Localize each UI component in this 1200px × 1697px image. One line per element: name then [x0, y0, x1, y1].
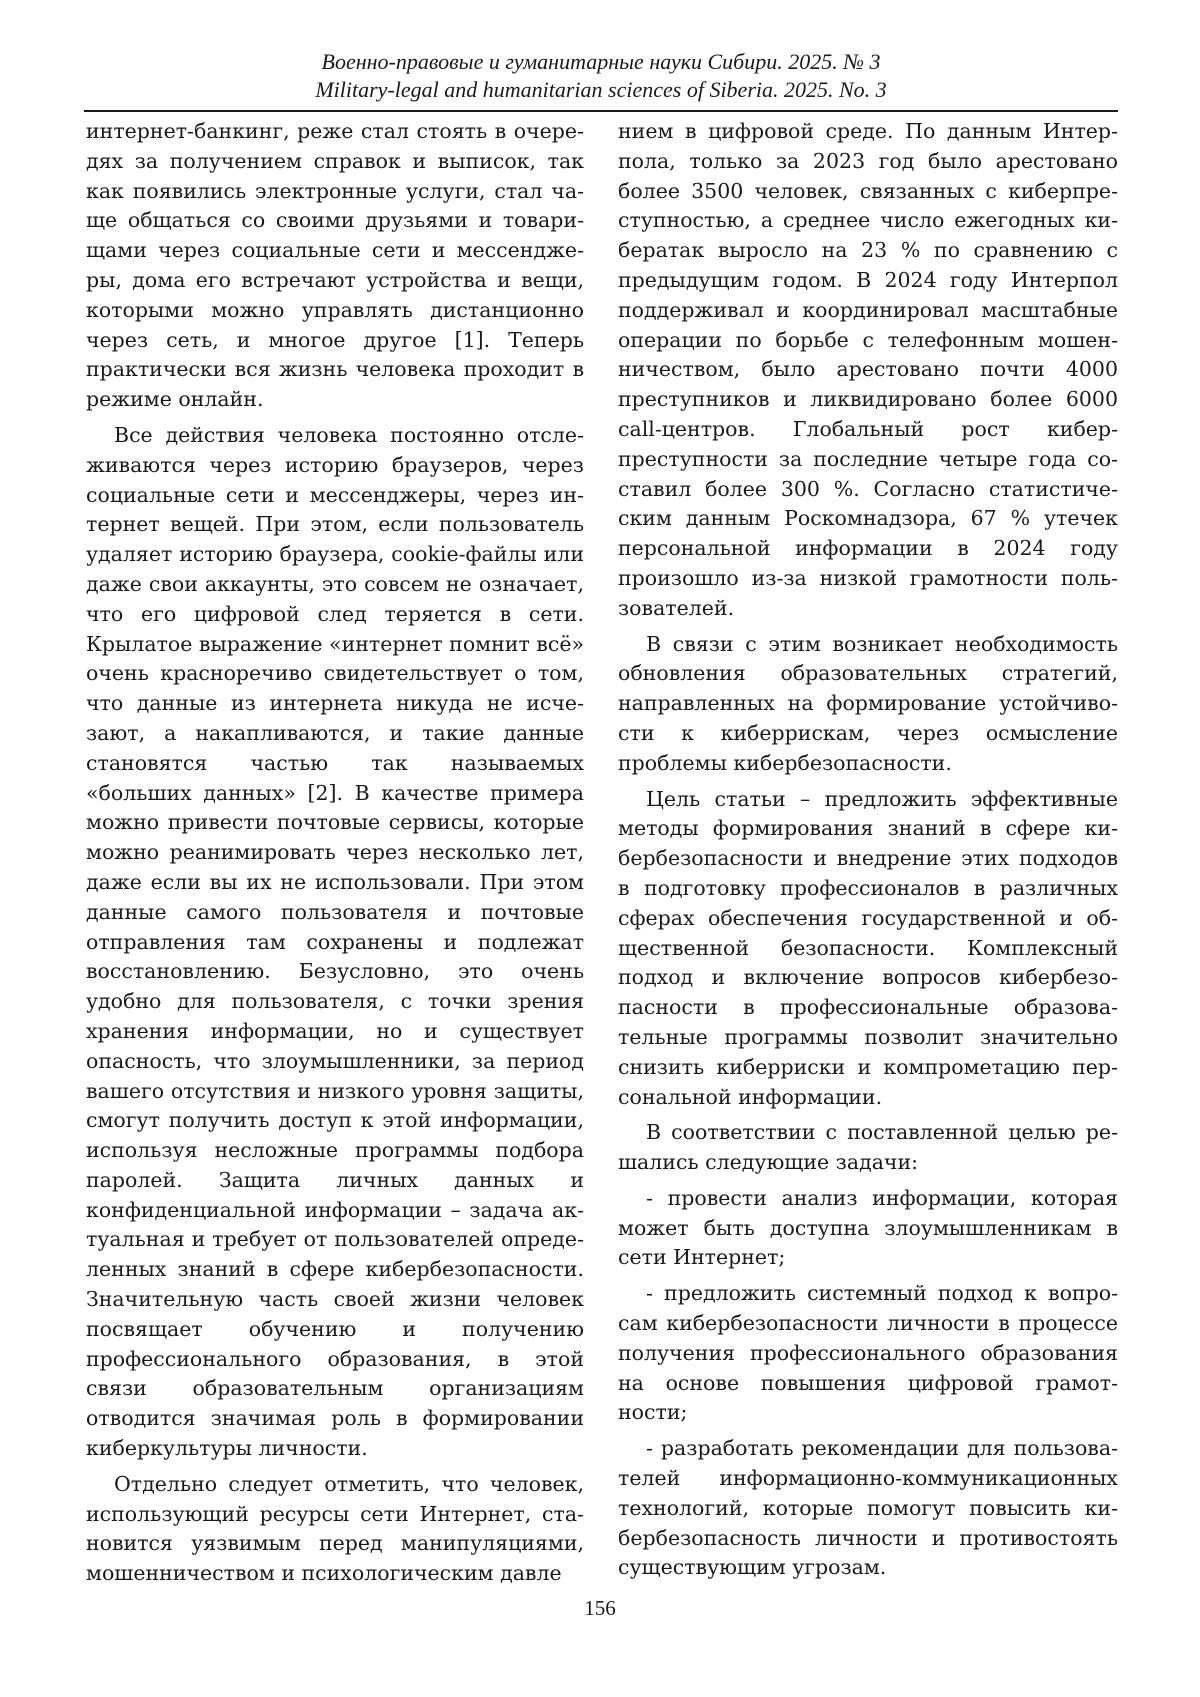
paragraph: Все действия человека постоянно отслеживаются через историю браузеров, через социальные сети и мессенджеры, через интернет вещей. При этом, если пользователь удаляет историю браузера, cookie-файлы или даже свои аккаунты, это совсем не означает, что его цифровой след теряется в сети. Крылатое выражение «интернет помнит всё» очень красноречиво свидетельствует о том, что данные из интернета никуда не исчезают, а накапливаются, и такие данные становятся частью так называемых «больших данных» [2]. В качестве примера можно привести почтовые сервисы, которые можно реанимировать через несколько лет, даже если вы их не использовали. При этом данные самого пользователя и почтовые отправления там сохранены и подлежат восстановлению. Безусловно, это очень удобно для пользователя, с точки зрения хранения информации, но и существует опасность, что злоумышленники, за период вашего отсутствия и низкого уровня защиты, смогут получить доступ к этой информации, используя несложные программы подбора паролей. Защита личных данных и конфиденциальной информации – задача актуальная и требует от пользователей определенных знаний в сфере кибербезопасности. Значительную часть своей жизни человек посвящает обучению и получению профессионального образования, в этой связи образовательным организациям отводится значимая роль в формировании киберкультуры личности. — [86, 422, 584, 1461]
paragraph: Цель статьи – предложить эффективные методы формирования знаний в сфере кибербезопасности и внедрение этих подходов в подготовку профессионалов в различных сферах обеспечения государственной и общественной безопасности. Комплексный подход и включение вопросов кибербезопасности в профессиональные образовательные программы позволит значительно снизить киберриски и компрометацию персональной информации. — [618, 786, 1118, 1109]
list-item: - разработать рекомендации для пользователей информационно-коммуникационных технологий, которые помогут повысить кибербезопасность личности и противостоять существующим угрозам. — [618, 1436, 1118, 1580]
page-number: 156 — [584, 1596, 616, 1620]
list-item: - предложить системный подход к вопросам кибербезопасности личности в процессе получения профессионального образования на основе повышения цифровой грамотности; — [618, 1281, 1118, 1425]
right-column — [618, 117, 1118, 1589]
journal-title-russian: Военно-правовые и гуманитарные науки Сибири. 2025. № 3 — [321, 49, 881, 74]
left-column — [86, 117, 584, 1595]
list-item: - провести анализ информации, которая может быть доступна злоумышленникам в сети Интернет; — [618, 1185, 1118, 1270]
paragraph: нием в цифровой среде. По данным Интерпола, только за 2023 год было арестовано более 3500 человек, связанных с киберпреступностью, а среднее число ежегодных кибератак выросло на 23 % по сравнению с предыдущим годом. В 2024 году Интерпол поддерживал и координировал масштабные операции по борьбе с телефонным мошенничеством, было арестовано почти 4000 преступников и ликвидировано более 6000 call-центров. Глобальный рост киберпреступности за последние четыре года составил более 300 %. Согласно статистическим данным Роскомнадзора, 67 % утечек персональной информации в 2024 году произошло из-за низкой грамотности пользователей. — [618, 119, 1118, 620]
journal-header — [84, 48, 1118, 104]
header-divider — [84, 110, 1118, 112]
paragraph: В связи с этим возникает необходимость обновления образовательных стратегий, направленных на формирование устойчивости к киберрискам, через осмысление проблемы кибербезопасности. — [618, 631, 1118, 775]
paragraph: интернет-банкинг, реже стал стоять в очередях за получением справок и выписок, так как появились электронные услуги, стал чаще общаться со своими друзьями и товарищами через социальные сети и мессенджеры, дома его встречают устройства и вещи, которыми можно управлять дистанционно через сеть, и многое другое [1]. Теперь практически вся жизнь человека проходит в режиме онлайн. — [86, 119, 584, 412]
paragraph: В соответствии с поставленной целью решались следующие задачи: — [618, 1120, 1118, 1175]
paragraph: Отдельно следует отметить, что человек, использующий ресурсы сети Интернет, становится уязвимым перед манипуляциями, мошенничеством и психологическим давле — [86, 1471, 584, 1586]
journal-title-english: Military-legal and humanitarian sciences of Siberia. 2025. No. 3 — [315, 77, 887, 102]
